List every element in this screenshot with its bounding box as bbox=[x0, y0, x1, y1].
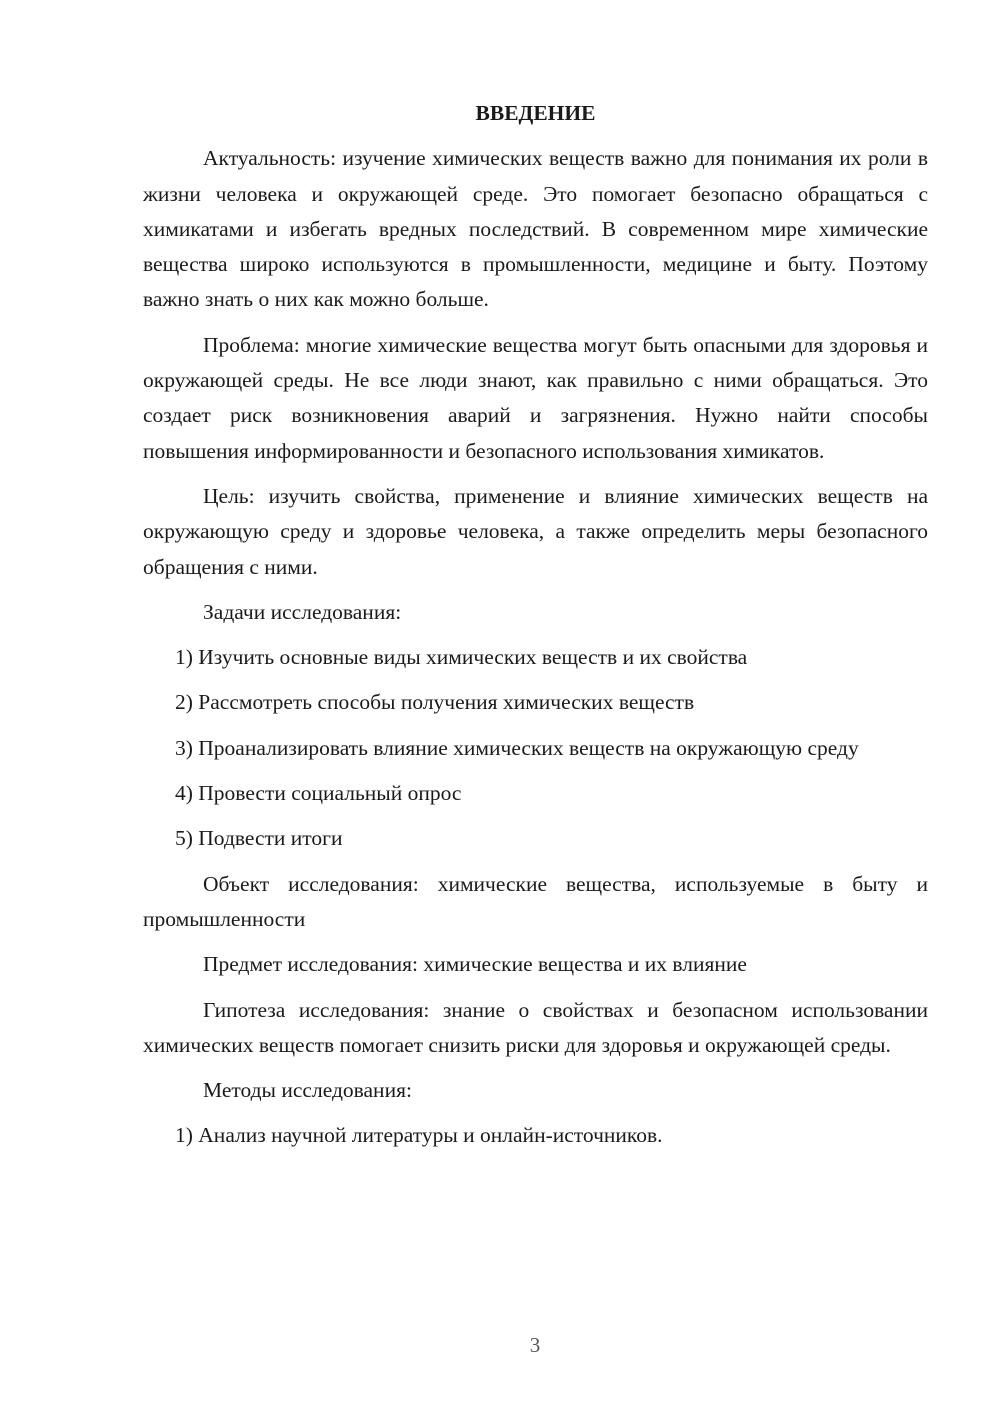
method-item-1: 1) Анализ научной литературы и онлайн-источников. bbox=[175, 1123, 663, 1148]
page-title: ВВЕДЕНИЕ bbox=[475, 101, 596, 125]
hypothesis-paragraph: Гипотеза исследования: знание о свойствах и безопасном использовании химических веществ помогает снизить риски для здоровья и окружающей среды. bbox=[143, 997, 928, 1057]
methods-heading: Методы исследования: bbox=[203, 1078, 412, 1103]
document-page bbox=[143, 96, 928, 1164]
task-item-3: 3) Проанализировать влияние химических веществ на окружающую среду bbox=[175, 735, 859, 760]
goal-paragraph: Цель: изучить свойства, применение и влияние химических веществ на окружающую среду и здоровье человека, а также определить меры безопасного обращения с ними. bbox=[143, 483, 928, 579]
tasks-heading: Задачи исследования: bbox=[203, 599, 402, 624]
page-number: 3 bbox=[529, 1333, 541, 1357]
task-item-4: 4) Провести социальный опрос bbox=[175, 781, 462, 806]
task-item-1: 1) Изучить основные виды химических веществ и их свойства bbox=[175, 645, 748, 670]
subject-paragraph: Предмет исследования: химические вещества и их влияние bbox=[203, 952, 747, 977]
problem-paragraph: Проблема: многие химические вещества могут быть опасными для здоровья и окружающей среды. Не все люди знают, как правильно с ними обращаться. Это создает риск возникновения аварий и загрязнения. Нужно найти способы повышения информированности и безопасного использования химикатов. bbox=[143, 332, 928, 463]
task-item-2: 2) Рассмотреть способы получения химических веществ bbox=[175, 690, 695, 715]
task-item-5: 5) Подвести итоги bbox=[175, 826, 343, 851]
relevance-paragraph: Актуальность: изучение химических веществ важно для понимания их роли в жизни человека и окружающей среде. Это помогает безопасно обращаться с химикатами и избегать вредных последствий. В современном мире химические вещества широко используются в промышленности, медицине и быту. Поэтому важно знать о них как можно больше. bbox=[143, 146, 928, 312]
object-paragraph: Объект исследования: химические вещества, используемые в быту и промышленности bbox=[143, 871, 928, 931]
